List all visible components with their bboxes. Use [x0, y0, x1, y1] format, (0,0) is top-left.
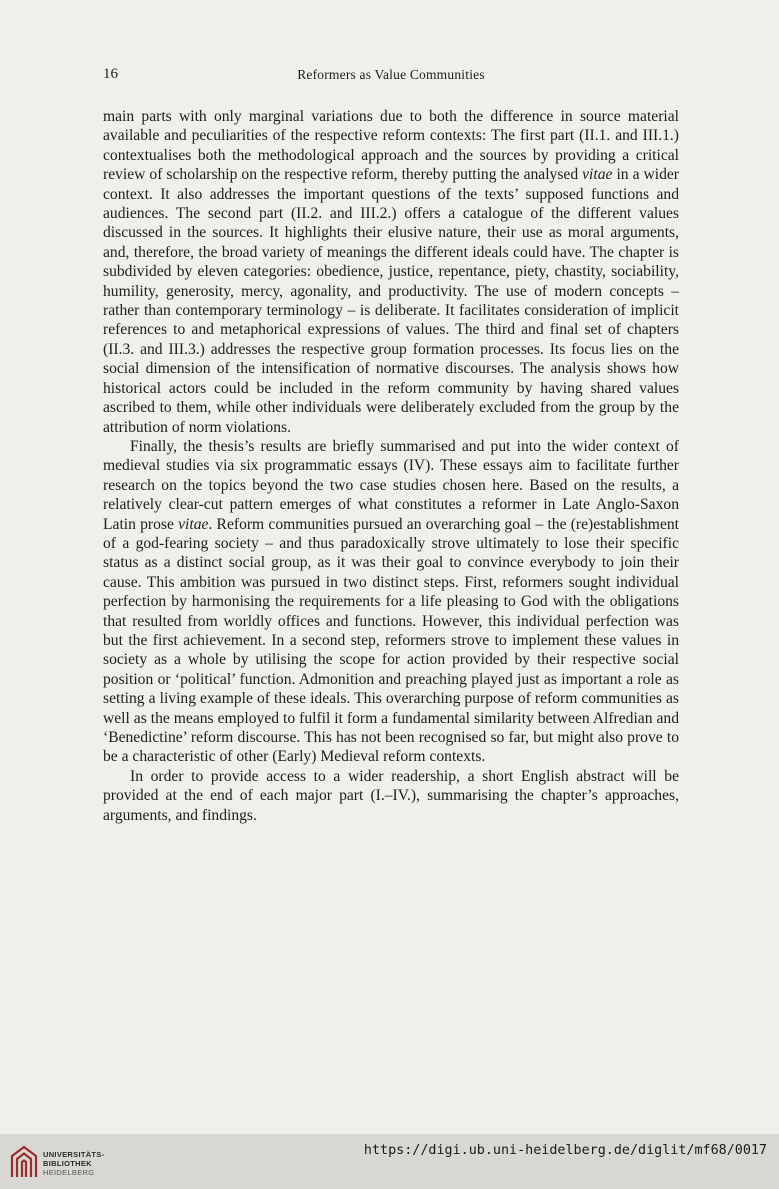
- paragraph-2-text-a: Finally, the thesis’s results are briefly summarised and put into the wider context of medieval studies via six programmatic essays (IV). These essays aim to facilitate further research on the topics beyond the two case studies chosen here. Based on the results, a relatively clear-cut pattern emerges of what constitutes a reformer in Late Anglo-Saxon Latin prose: [103, 437, 679, 533]
- paragraph-3: In order to provide access to a wider readership, a short English abstract will be provided at the end of each major part (I.–IV.), summarising the chapter’s approaches, arguments, and findings.: [103, 767, 679, 824]
- page-header: [103, 66, 679, 86]
- library-logo-text: [43, 1150, 104, 1177]
- logo-line-1: UNIVERSITÄTS-: [43, 1150, 105, 1159]
- library-logo-icon: [9, 1144, 39, 1178]
- running-title: Reformers as Value Communities: [297, 67, 485, 82]
- paragraph-1-text-a: main parts with only marginal variations due to both the difference in source material available and peculiarities of the respective reform contexts: The first part (II.1. and III.1.) contextualises both the methodological approach and the sources by providing a critical review of scholarship on the respective reform, thereby putting the analysed: [103, 108, 679, 184]
- document-url-link[interactable]: https://digi.ub.uni-heidelberg.de/diglit/mf68/0017: [363, 1143, 767, 1158]
- body-text: [103, 107, 679, 825]
- paragraph-1-italic-term: vitae: [582, 166, 613, 184]
- paragraph-2-italic-term: vitae: [178, 515, 209, 533]
- paragraph-1: [103, 107, 679, 437]
- logo-line-3: HEIDELBERG: [43, 1168, 95, 1177]
- page-number: 16: [103, 66, 118, 82]
- library-logo[interactable]: [9, 1142, 129, 1180]
- paragraph-1-text-b: in a wider context. It also addresses the important questions of the texts’ supposed functions and audiences. The second part (II.2. and III.2.) offers a catalogue of the different values discussed in the sources. It highlights their elusive nature, their use as moral arguments, and, therefore, the broad variety of meanings the different ideals could have. The chapter is subdivided by eleven categories: obedience, justice, repentance, piety, chastity, sociability, humility, generosity, mercy, agonality, and productivity. The use of modern concepts – rather than contemporary terminology – is deliberate. It facilitates consideration of implicit references to and metaphorical expressions of values. The third and final set of chapters (II.3. and III.3.) addresses the respective group formation processes. Its focus lies on the social dimension of the intensification of normative discourses. The analysis shows how historical actors could be included in the reform community by having shared values ascribed to them, while other individuals were deliberately excluded from the group by the attribution of norm violations.: [103, 166, 679, 436]
- paragraph-2: [103, 437, 679, 767]
- logo-line-2: BIBLIOTHEK: [43, 1159, 92, 1168]
- footer-bar: [0, 1134, 779, 1189]
- paragraph-2-text-b: . Reform communities pursued an overarching goal – the (re)establishment of a god-fearing society – and thus paradoxically strove ultimately to lose their specific status as a distinct social group, as it was their goal to convince everybody to join their cause. This ambition was pursued in two distinct steps. First, reformers sought individual perfection by harmonising the requirements for a life pleasing to God with the obligations that resulted from worldly offices and functions. However, this individual perfection was but the first achievement. In a second step, reformers strove to implement these values in society as a whole by utilising the scope for action provided by their respective social position or ‘political’ function. Admonition and preaching played just as important a role as setting a living example of these ideals. This overarching purpose of reform communities as well as the means employed to fulfil it form a fundamental similarity between Alfredian and ‘Benedictine’ reform discourse. This has not been recognised so far, but might also prove to be a characteristic of other (Early) Medieval reform contexts.: [103, 515, 679, 766]
